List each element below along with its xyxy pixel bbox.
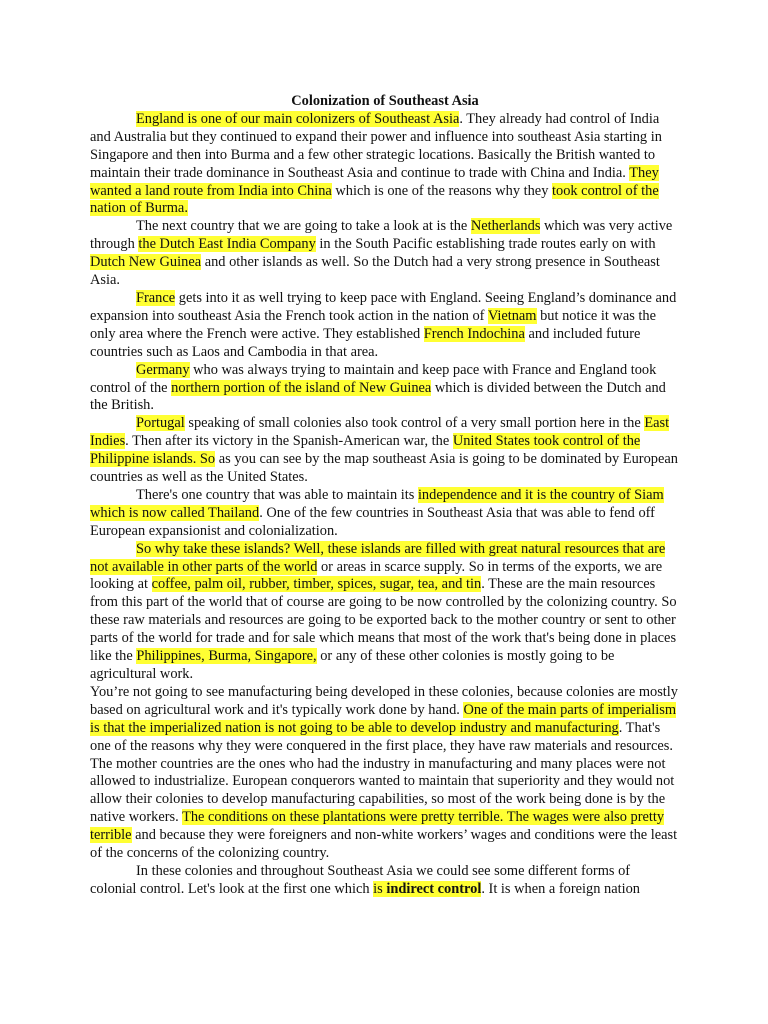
highlighted-text: England is one of our main colonizers of Southeast Asia [136, 110, 460, 127]
paragraph [90, 487, 680, 541]
highlighted-text: Germany [136, 361, 190, 378]
text-segment: You’re not going to see manufacturing being developed in these colonies, because colonies are mostly based on agricultural work and it's typically work done by hand. [90, 683, 678, 718]
paragraph [90, 684, 680, 863]
paragraph [90, 111, 680, 218]
highlighted-text: Portugal [136, 415, 185, 432]
highlighted-text: indirect control [386, 880, 482, 897]
text-segment: or any of these other colonies is mostly going to be agricultural work. [90, 648, 615, 682]
highlighted-text: the Dutch East India Company [138, 236, 316, 253]
highlighted-text: Vietnam [487, 307, 537, 324]
paragraph [90, 218, 680, 290]
paragraph [90, 541, 680, 684]
paragraph [90, 415, 680, 487]
highlighted-text: Philippines, Burma, Singapore, [136, 648, 317, 665]
document-page [90, 93, 680, 899]
text-segment: which is divided between the Dutch and the British. [90, 379, 666, 414]
text-segment: in the South Pacific establishing trade routes early on with [315, 236, 656, 253]
highlighted-text: The conditions on these plantations were pretty terrible. The wages were also pretty terrible [90, 809, 665, 844]
highlighted-text: Dutch New Guinea [90, 254, 202, 271]
text-segment: speaking of small colonies also took control of a very small portion here in the [184, 415, 645, 432]
text-segment: or areas in scarce supply. So in terms of the exports, we are looking at [90, 558, 663, 593]
text-segment: as you can see by the map southeast Asia is going to be dominated by European countries as well as the United States. [90, 451, 678, 486]
highlighted-text: is [373, 880, 387, 897]
highlighted-text: France [136, 289, 176, 306]
text-segment: In these colonies and throughout Southeast Asia we could see some different forms of colonial control. Let's look at the first one which [90, 862, 631, 897]
document-body [90, 111, 680, 899]
text-segment: . They already had control of India and Australia but they continued to expand their power and influence into southeast Asia starting in Singapore and then into Burma and a few other strategic locations. Basically the British wanted to maintain their trade dominance in Southeast Asia and continue to trade with China and India. [90, 110, 662, 181]
text-segment: The next country that we are going to take a look at is the [136, 218, 471, 235]
highlighted-text: French Indochina [423, 325, 525, 342]
text-segment: There's one country that was able to maintain its [136, 486, 418, 503]
highlighted-text: coffee, palm oil, rubber, timber, spices, sugar, tea, and tin [151, 576, 482, 593]
highlighted-text: So why take these islands? Well, these islands are filled with great natural resources that are not available in other parts of the world [90, 540, 666, 575]
paragraph [90, 362, 680, 416]
paragraph [90, 863, 680, 899]
text-segment: . These are the main resources from this part of the world that of course are going to be now controlled by the colonizing country. So these raw materials and resources are going to be exported back to the mother country or sent to other parts of the world for trade and for sale which means that most of the work that's being done in places like the [90, 576, 677, 665]
paragraph [90, 290, 680, 362]
document-title: Colonization of Southeast Asia [291, 93, 479, 109]
highlighted-text: United States took control of the Philippine islands. So [90, 433, 641, 468]
highlighted-text: One of the main parts of imperialism is that the imperialized nation is not going to be able to develop industry and manufacturing [90, 701, 677, 736]
highlighted-text: East Indies [90, 415, 670, 450]
text-segment: . It is when a foreign nation [481, 880, 640, 897]
highlighted-text: Netherlands [470, 218, 541, 235]
text-segment: and because they were foreigners and non-white workers’ wages and conditions were the least of the concerns of the colonizing country. [90, 827, 678, 862]
text-segment: who was always trying to maintain and keep pace with France and England took control of the [90, 361, 657, 396]
text-segment: but notice it was the only area where the French were active. They established [90, 307, 656, 342]
text-segment: . One of the few countries in Southeast Asia that was able to fend off European expansionist and colonialization. [90, 504, 655, 539]
text-segment: which is one of the reasons why they [331, 182, 552, 199]
highlighted-text: They wanted a land route from India into China [90, 164, 659, 199]
highlighted-text: took control of the nation of Burma. [90, 182, 659, 217]
highlighted-text: northern portion of the island of New Guinea [171, 379, 432, 396]
text-segment: gets into it as well trying to keep pace with England. Seeing England’s dominance and expansion into southeast Asia the French took action in the nation of [90, 289, 677, 324]
text-segment: . Then after its victory in the Spanish-American war, the [125, 433, 453, 450]
text-segment: and included future countries such as Laos and Cambodia in that area. [90, 325, 641, 360]
text-segment: . That's one of the reasons why they were conquered in the first place, they have raw materials and resources. The mother countries are the ones who had the industry in manufacturing and many places were not allowed to industrialize. European conquerors wanted to maintain that superiority and they would not allow their colonies to develop manufacturing capabilities, so most of the work being done is by the native workers. [90, 719, 675, 826]
highlighted-text: independence and it is the country of Siam which is now called Thailand [90, 486, 664, 521]
text-segment: and other islands as well. So the Dutch had a very strong presence in Southeast Asia. [90, 254, 660, 289]
text-segment: which was very active through [90, 218, 673, 253]
